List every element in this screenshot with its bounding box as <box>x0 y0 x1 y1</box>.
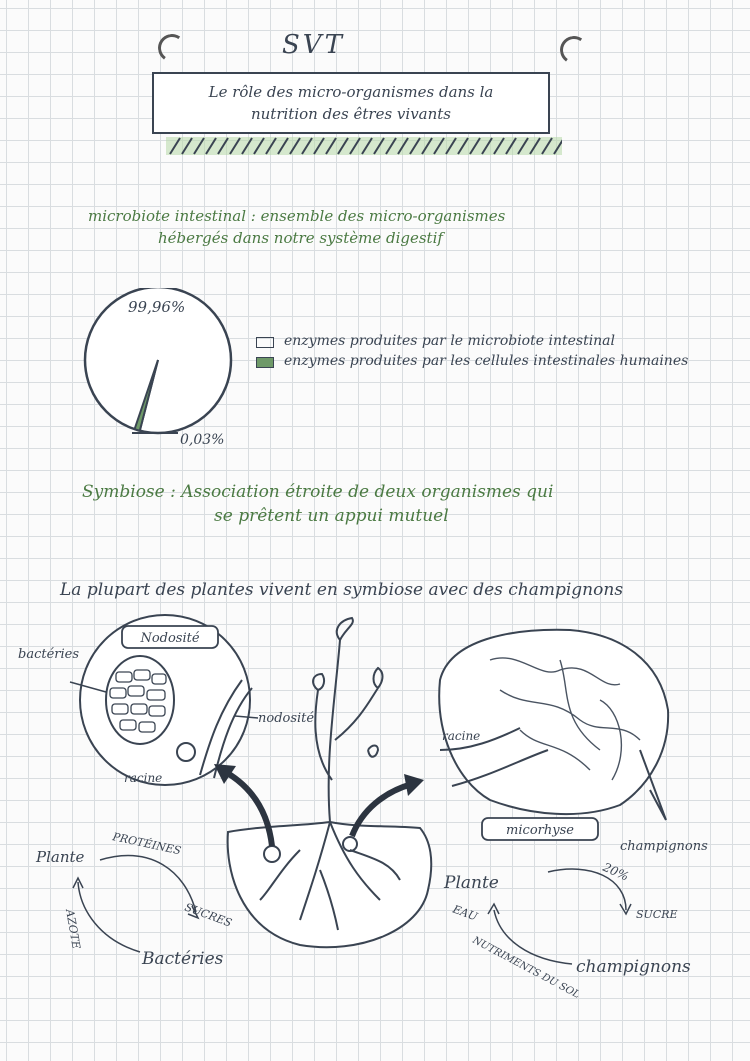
subject-title: SVT <box>282 30 345 60</box>
nodosity-label: nodosité <box>258 711 315 726</box>
cycle-nutrients: NUTRIMENTS DU SOL <box>470 934 582 1001</box>
symbiose-definition-line2: se prêtent un appui mutuel <box>214 506 449 526</box>
mycorrhiza-badge: micorhyse <box>506 823 574 838</box>
mycorrhiza-zoom <box>439 630 708 854</box>
cycle-azote: AZOTE <box>63 908 83 950</box>
pie-label-large: 99,96% <box>128 298 186 316</box>
symbiose-definition <box>82 480 553 528</box>
legend-label-human: enzymes produites par les cellules intestinales humaines <box>284 353 689 369</box>
root-label-right: racine <box>442 729 481 743</box>
legend-label-microbiote: enzymes produites par le microbiote intestinal <box>284 333 616 349</box>
cycle-percent: 20% <box>600 859 631 884</box>
legend-entry-human <box>256 352 704 370</box>
lesson-title-box <box>152 72 550 134</box>
cycle-plant-left: Plante <box>36 848 85 866</box>
lesson-title-line2: nutrition des êtres vivants <box>250 105 452 123</box>
cycle-bacteria: Bactéries <box>142 949 224 969</box>
symbiose-definition-line1: Symbiose : Association étroite de deux organismes qui <box>82 482 554 502</box>
bacteria-label: bactéries <box>18 647 80 662</box>
nodosity-zoom <box>18 615 314 785</box>
binder-hole-left <box>156 32 188 64</box>
cycle-plant-right: Plante <box>444 873 499 893</box>
lesson-title-line1: Le rôle des micro-organismes dans la <box>208 83 494 101</box>
cycle-sugars: SUCRES <box>182 900 234 930</box>
root-label-left: racine <box>124 771 163 785</box>
pie-label-small: 0,03% <box>180 432 225 448</box>
cycle-sugar: SUCRE <box>636 908 678 921</box>
microbiote-definition-line2: hébergés dans notre système digestif <box>158 229 443 247</box>
nitrogen-cycle <box>35 829 234 969</box>
symbiosis-diagram <box>0 600 750 1020</box>
microbiote-definition-line1: microbiote intestinal : ensemble des micro-organismes <box>88 207 506 225</box>
fungal-cycle <box>443 860 691 1001</box>
nodule <box>177 743 195 761</box>
symbiosis-sentence: La plupart des plantes vivent en symbiose avec des champignons <box>60 580 624 600</box>
plant-drawing <box>228 618 432 947</box>
pie-legend <box>256 332 704 372</box>
legend-entry-microbiote <box>256 332 704 350</box>
nodosity-badge: Nodosité <box>140 631 200 646</box>
binder-hole-right <box>558 34 590 66</box>
legend-swatch-filled <box>256 357 274 368</box>
fungi-label: champignons <box>620 839 708 854</box>
title-underline-hatch <box>166 135 562 157</box>
cycle-water: EAU <box>450 902 480 924</box>
cycle-fungi: champignons <box>576 957 691 977</box>
microbiote-definition <box>88 205 688 249</box>
cycle-proteins: PROTÉINES <box>111 830 183 858</box>
legend-swatch-empty <box>256 337 274 348</box>
